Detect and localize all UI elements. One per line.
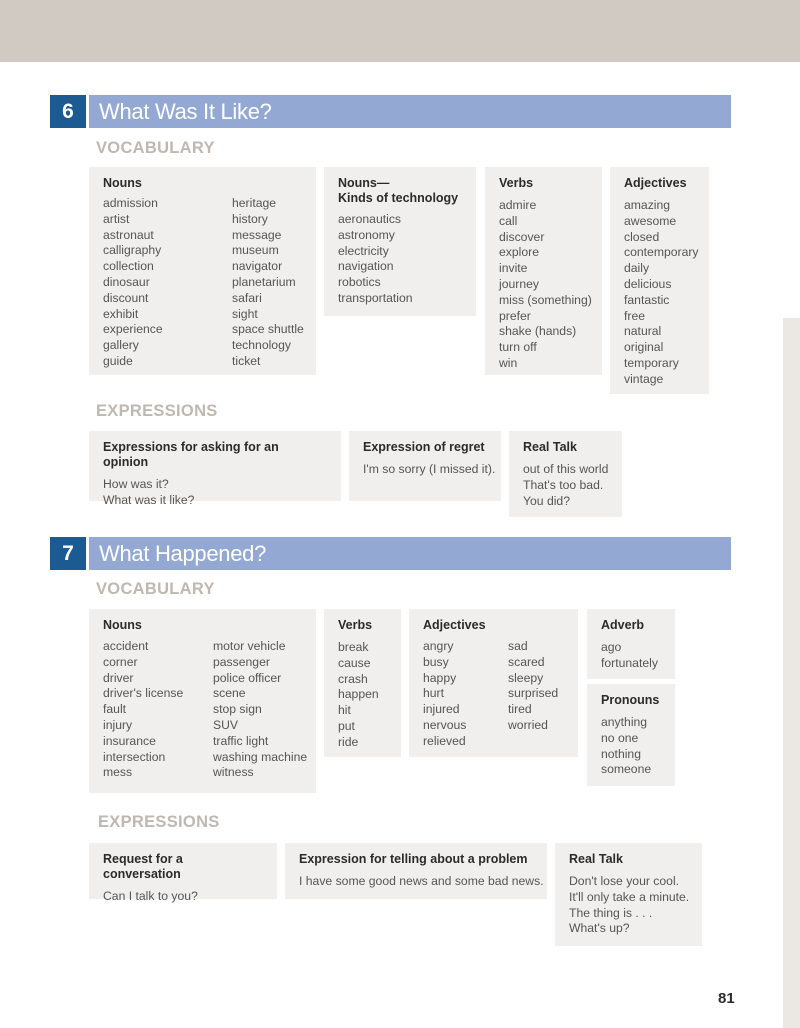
list-item: dinosaur bbox=[103, 274, 150, 289]
list-item: I have some good news and some bad news. bbox=[299, 874, 544, 888]
list-item: out of this world bbox=[523, 462, 609, 476]
list-item: robotics bbox=[338, 275, 381, 290]
list-item: technology bbox=[232, 338, 291, 353]
unit-7-pronouns-box bbox=[587, 684, 675, 786]
list-item: delicious bbox=[624, 276, 672, 291]
list-item: turn off bbox=[499, 340, 537, 355]
list-item: daily bbox=[624, 261, 650, 276]
list-item: gallery bbox=[103, 338, 139, 353]
list-item: calligraphy bbox=[103, 243, 162, 258]
unit-6-technology-box bbox=[324, 167, 476, 316]
unit-6-opinion-box bbox=[89, 431, 341, 507]
unit-7-problem-list bbox=[299, 874, 544, 890]
list-item: It'll only take a minute. bbox=[569, 889, 690, 904]
list-item: exhibit bbox=[103, 306, 139, 321]
list-item: traffic light bbox=[213, 733, 269, 748]
box-title-line2: Kinds of technology bbox=[338, 191, 459, 205]
unit-6-nouns-box bbox=[89, 167, 316, 375]
list-item: Can I talk to you? bbox=[103, 889, 198, 903]
page-number: 81 bbox=[718, 990, 735, 1007]
list-item: break bbox=[338, 640, 369, 654]
unit-7-verbs-list bbox=[338, 640, 387, 751]
list-item: scared bbox=[508, 654, 545, 669]
list-item: sleepy bbox=[508, 670, 544, 685]
list-item: history bbox=[232, 211, 268, 226]
unit-7-real-talk-box bbox=[555, 843, 702, 946]
list-item: ticket bbox=[232, 353, 261, 368]
list-item: heritage bbox=[232, 196, 277, 210]
list-item: electricity bbox=[338, 243, 389, 258]
list-item: sad bbox=[508, 639, 528, 653]
unit-6-adjectives-box bbox=[610, 167, 709, 394]
list-item: fault bbox=[103, 702, 127, 717]
list-item: You did? bbox=[523, 493, 570, 508]
list-item: admire bbox=[499, 198, 537, 212]
unit-7-pronouns-list bbox=[601, 715, 661, 778]
list-item: ago bbox=[601, 640, 622, 654]
list-item: scene bbox=[213, 686, 246, 701]
list-item: someone bbox=[601, 762, 652, 777]
list-item: crash bbox=[338, 671, 368, 686]
list-item: Don't lose your cool. bbox=[569, 874, 680, 888]
list-item: tired bbox=[508, 702, 532, 717]
list-item: SUV bbox=[213, 717, 239, 732]
unit-6-regret-box bbox=[349, 431, 501, 501]
list-item: fantastic bbox=[624, 292, 670, 307]
list-item: contemporary bbox=[624, 245, 699, 260]
list-item: fortunately bbox=[601, 655, 658, 670]
box-title: Real Talk bbox=[569, 852, 623, 866]
list-item: free bbox=[624, 308, 646, 323]
unit-6-adjectives-list bbox=[624, 198, 699, 388]
list-item: awesome bbox=[624, 213, 677, 228]
list-item: anything bbox=[601, 715, 648, 729]
unit-7-verbs-box bbox=[324, 609, 401, 757]
side-margin-bar bbox=[783, 318, 800, 1028]
list-item: happen bbox=[338, 687, 379, 702]
list-item: planetarium bbox=[232, 274, 296, 289]
box-title: Verbs bbox=[338, 618, 373, 632]
unit-6-header bbox=[50, 95, 731, 128]
list-item: nothing bbox=[601, 746, 641, 761]
list-item: natural bbox=[624, 324, 662, 339]
list-item: explore bbox=[499, 245, 539, 260]
list-item: transportation bbox=[338, 290, 413, 305]
unit-7-adjectives-col1 bbox=[423, 639, 466, 750]
list-item: navigation bbox=[338, 259, 394, 274]
list-item: vintage bbox=[624, 371, 664, 386]
list-item: angry bbox=[423, 639, 454, 653]
list-item: hurt bbox=[423, 686, 445, 701]
list-item: ride bbox=[338, 734, 359, 749]
box-title: Nouns bbox=[103, 176, 142, 190]
box-title: Adjectives bbox=[624, 176, 687, 190]
list-item: I'm so sorry (I missed it). bbox=[363, 462, 496, 476]
list-item: experience bbox=[103, 322, 163, 337]
list-item: driver's license bbox=[103, 686, 184, 701]
unit-7-adjectives-box bbox=[409, 609, 578, 757]
list-item: What's up? bbox=[569, 921, 630, 936]
unit-6-technology-list bbox=[338, 212, 462, 307]
list-item: safari bbox=[232, 290, 262, 305]
list-item: washing machine bbox=[213, 749, 308, 764]
list-item: hit bbox=[338, 703, 351, 718]
box-title-line1: Nouns— bbox=[338, 176, 390, 190]
unit-7-request-list bbox=[103, 889, 263, 905]
unit-7-adverb-list bbox=[601, 640, 661, 672]
list-item: injury bbox=[103, 717, 133, 732]
unit-6-number: 6 bbox=[50, 95, 86, 128]
list-item: put bbox=[338, 718, 355, 733]
box-title: Nouns bbox=[103, 618, 142, 632]
list-item: win bbox=[499, 355, 518, 370]
list-item: space shuttle bbox=[232, 322, 304, 337]
list-item: miss (something) bbox=[499, 292, 592, 307]
list-item: accident bbox=[103, 639, 149, 653]
unit-7-nouns-box bbox=[89, 609, 316, 793]
box-title: Adjectives bbox=[423, 618, 486, 632]
box-title: Expression of regret bbox=[363, 440, 485, 454]
list-item: worried bbox=[508, 717, 548, 732]
box-title: Adverb bbox=[601, 618, 645, 632]
unit-6-real-talk-box bbox=[509, 431, 622, 517]
list-item: admission bbox=[103, 196, 158, 210]
box-title: Pronouns bbox=[601, 693, 660, 707]
list-item: amazing bbox=[624, 198, 671, 212]
list-item: cause bbox=[338, 655, 371, 670]
unit-7-title: What Happened? bbox=[89, 537, 731, 570]
list-item: mess bbox=[103, 765, 133, 780]
box-title: Request for a conversation bbox=[103, 852, 183, 881]
box-title bbox=[338, 176, 462, 206]
list-item: happy bbox=[423, 670, 457, 685]
box-title: Expressions for asking for an opinion bbox=[103, 440, 279, 469]
list-item: witness bbox=[213, 765, 254, 780]
list-item: journey bbox=[499, 276, 539, 291]
list-item: The thing is . . . bbox=[569, 905, 653, 920]
unit-7-real-talk-list bbox=[569, 874, 688, 937]
unit-6-expressions-label: EXPRESSIONS bbox=[96, 402, 218, 420]
list-item: navigator bbox=[232, 259, 283, 274]
list-item: insurance bbox=[103, 733, 156, 748]
list-item: original bbox=[624, 340, 664, 355]
list-item: police officer bbox=[213, 670, 282, 685]
list-item: That's too bad. bbox=[523, 477, 604, 492]
list-item: sight bbox=[232, 306, 258, 321]
list-item: corner bbox=[103, 654, 138, 669]
list-item: passenger bbox=[213, 654, 270, 669]
list-item: closed bbox=[624, 229, 660, 244]
list-item: no one bbox=[601, 730, 639, 745]
box-title: Verbs bbox=[499, 176, 534, 190]
list-item: What was it like? bbox=[103, 492, 195, 507]
top-band bbox=[0, 0, 800, 62]
unit-7-number: 7 bbox=[50, 537, 86, 570]
unit-6-vocabulary-label: VOCABULARY bbox=[96, 139, 215, 157]
list-item: shake (hands) bbox=[499, 324, 577, 339]
list-item: astronomy bbox=[338, 227, 395, 242]
unit-7-expressions-label: EXPRESSIONS bbox=[98, 813, 220, 831]
list-item: busy bbox=[423, 654, 449, 669]
unit-7-vocabulary-label: VOCABULARY bbox=[96, 580, 215, 598]
list-item: intersection bbox=[103, 749, 166, 764]
list-item: guide bbox=[103, 353, 133, 368]
unit-6-verbs-list bbox=[499, 198, 592, 372]
list-item: artist bbox=[103, 211, 130, 226]
unit-7-nouns-col2 bbox=[213, 639, 307, 781]
list-item: call bbox=[499, 213, 518, 228]
unit-6-real-talk-list bbox=[523, 462, 608, 509]
list-item: surprised bbox=[508, 686, 559, 701]
unit-7-nouns-col1 bbox=[103, 639, 183, 781]
list-item: prefer bbox=[499, 308, 531, 323]
unit-7-request-box bbox=[89, 843, 277, 903]
list-item: driver bbox=[103, 670, 134, 685]
list-item: temporary bbox=[624, 355, 679, 370]
list-item: relieved bbox=[423, 733, 466, 748]
list-item: astronaut bbox=[103, 227, 154, 242]
list-item: message bbox=[232, 227, 282, 242]
list-item: collection bbox=[103, 259, 154, 274]
list-item: museum bbox=[232, 243, 279, 258]
unit-6-regret-list bbox=[363, 462, 496, 478]
unit-6-opinion-list bbox=[103, 477, 327, 509]
list-item: discount bbox=[103, 290, 149, 305]
list-item: nervous bbox=[423, 717, 467, 732]
list-item: aeronautics bbox=[338, 212, 402, 226]
list-item: discover bbox=[499, 229, 545, 244]
list-item: How was it? bbox=[103, 477, 169, 491]
list-item: invite bbox=[499, 261, 528, 276]
list-item: injured bbox=[423, 702, 460, 717]
unit-7-header bbox=[50, 537, 731, 570]
unit-6-verbs-box bbox=[485, 167, 602, 375]
unit-7-adjectives-col2 bbox=[508, 639, 558, 734]
unit-6-title: What Was It Like? bbox=[89, 95, 731, 128]
unit-6-nouns-col2 bbox=[232, 196, 304, 370]
list-item: stop sign bbox=[213, 702, 262, 717]
unit-7-problem-box bbox=[285, 843, 547, 899]
list-item: motor vehicle bbox=[213, 639, 286, 653]
unit-6-nouns-col1 bbox=[103, 196, 163, 370]
box-title: Real Talk bbox=[523, 440, 577, 454]
unit-7-adverb-box bbox=[587, 609, 675, 679]
box-title: Expression for telling about a problem bbox=[299, 852, 528, 866]
